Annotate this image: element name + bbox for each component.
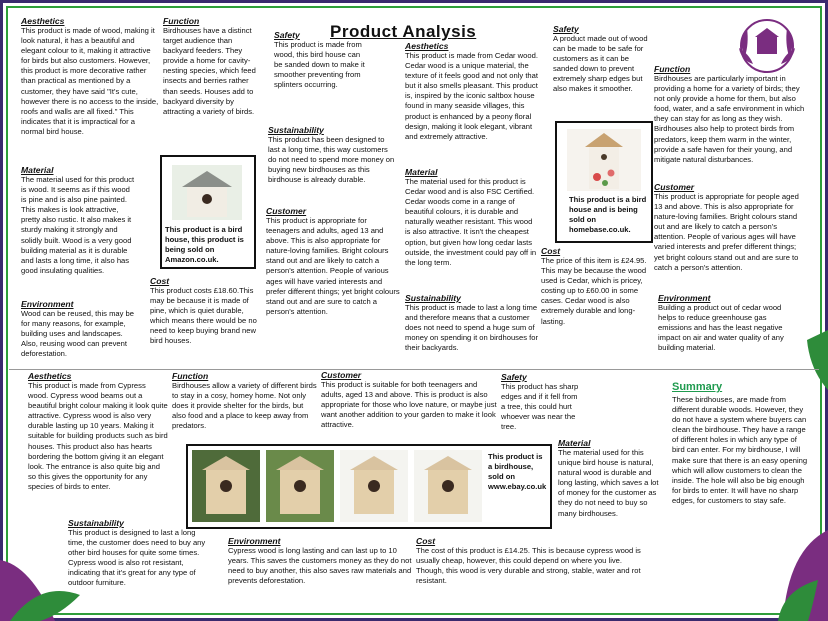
p1-cost-text: This product costs £18.60.This may be because it is made of pine, which is quiet durable, which means there would be no need to keep buying brand new bird houses. — [150, 286, 257, 346]
p3-customer-text: This product is suitable for both teenagers and adults, aged 13 and above. This is product is also appropriate for those who love nature, or maybe just want another addition to your garden to make it look attractive. — [321, 380, 497, 430]
p3-function-heading: Function — [172, 371, 209, 381]
p2-customer-heading: Customer — [654, 182, 695, 192]
p3-function — [172, 371, 318, 431]
p2-environment-heading: Environment — [658, 293, 711, 303]
p1-safety-text: This product is made from wood, this bird house can be sanded down to make it smoother preventing from splinters occurring. — [274, 40, 365, 90]
p1-function-text: Birdhouses have a distinct target audience than backyard feeders. They provide a home for cavity-nesting species, which feed insects and berries rather than seeds. Houses add to backyard diversity by attracting a variety of birds. — [163, 26, 256, 116]
p3-cost-text: The cost of this product is £14.25. This is because cypress wood is usually cheap, however, this could depend on where you live. Though, this wood is very durable and strong, stable, water and rot resistant. — [416, 546, 641, 586]
p1-environment — [21, 299, 137, 359]
summary-text — [672, 395, 810, 506]
p1-sustainability-text: This product has been designed to last a long time, this way customers do not need to spend more money on buying new birdhouses as this birdhouse is already durable. — [268, 135, 395, 185]
page-title: Product Analysis — [330, 22, 477, 41]
p1-safety — [274, 30, 366, 90]
p3-product-photo — [186, 444, 552, 529]
p2-sustainability-heading: Sustainability — [405, 293, 461, 303]
p1-sustainability-heading: Sustainability — [268, 125, 324, 135]
p2-aesthetics — [405, 41, 539, 142]
p3-material — [558, 438, 666, 519]
birdhouse-image — [567, 129, 641, 191]
birdhouse-image — [172, 165, 242, 220]
p1-aesthetics — [21, 16, 159, 137]
p3-aesthetics-heading: Aesthetics — [28, 371, 72, 381]
p3-sustainability-text: This product is designed to last a long time, the customer does need to buy any other bird houses for quite some times. Cypress wood is also rot resistant, indicating that it's great for any type of outdoor furniture. — [68, 528, 206, 588]
leaf-decoration-icon — [758, 510, 828, 621]
p3-material-heading: Material — [558, 438, 591, 448]
p3-environment — [228, 536, 416, 586]
p3-customer-heading: Customer — [321, 370, 362, 380]
p3-safety-heading: Safety — [501, 372, 527, 382]
p2-aesthetics-heading: Aesthetics — [405, 41, 449, 51]
p3-environment-heading: Environment — [228, 536, 281, 546]
p2-function-text: Birdhouses are particularly important in providing a home for a variety of birds; they not only provide a home for them, but also food, water, and a safe environment in which they can stay for as long as they wish. Birdhouses also help to protect birds from predators, keep them warm in the winter, provide a safe haven for their young, and mitigate natural disturbances. — [654, 74, 805, 164]
p1-customer — [266, 206, 400, 317]
p3-aesthetics — [28, 371, 168, 492]
p2-sustainability — [405, 293, 539, 353]
p2-product-photo — [555, 121, 653, 243]
p2-caption: This product is a bird house and is being sold on homebase.co.uk. — [569, 195, 647, 234]
p1-environment-heading: Environment — [21, 299, 74, 309]
p1-customer-text: This product is appropriate for teenagers and adults, aged 13 and above. This is also appropriate for nature-loving families. Bright colours stand out and are likely to catch a person's attention. People of various ages will have varied interests and prefer different things; yet bright colours stand out and are sure to catch a person's attention. — [266, 216, 400, 316]
p3-environment-text: Cypress wood is long lasting and can last up to 10 years. This saves the customers money as they do not need to buy another, this also saves raw materials and prevents deforestation. — [228, 546, 412, 586]
p2-cost-heading: Cost — [541, 246, 561, 256]
p1-safety-heading: Safety — [274, 30, 300, 40]
p1-sustainability — [268, 125, 396, 185]
p2-safety-text: A product made out of wood can be made to be safe for customers as it can be sanded down to prevent extremely sharp edges but also makes it smoother. — [553, 34, 648, 94]
p1-environment-text: Wood can be reused, this may be for many reasons, for example, building uses and landscapes. Also, reusing wood can prevent deforestation. — [21, 309, 134, 359]
p3-safety — [501, 372, 581, 432]
p3-sustainability — [68, 518, 214, 589]
p2-customer-text: This product is appropriate for people aged 13 and above. This is also appropriate for nature-loving families. Bright colours stand out and are likely to catch a person's attention. People of various ages will have varied interests and prefer different things; yet bright colours stand out and are sure to catch a person's attention. — [654, 192, 799, 272]
p3-cost-heading: Cost — [416, 536, 436, 546]
p2-material — [405, 167, 539, 268]
p1-aesthetics-heading: Aesthetics — [21, 16, 65, 26]
p3-customer — [321, 370, 497, 430]
p3-sustainability-heading: Sustainability — [68, 518, 124, 528]
p3-function-text: Birdhouses allow a variety of different birds to stay in a cosy, homey home. Not only does it provide shelter for the birds, but also food and a place to keep away from predators. — [172, 381, 317, 431]
summary-body: These birdhouses, are made from different durable woods. However, they do not have a system where buyers can clean the birdhouse. They have a range of different holes in which any type of bird can enter. For my birdhouse, I will make sure that there is an easy opening which will allow customers to clean the inside. The hole will also be big enough for birds to enter. It will have no sharp edges, for customers to stay safe. — [672, 395, 808, 505]
leaf-decoration-icon — [805, 330, 828, 390]
p1-customer-heading: Customer — [266, 206, 307, 216]
p1-product-photo — [160, 155, 256, 269]
summary-heading: Summary — [672, 381, 723, 393]
p2-customer — [654, 182, 806, 273]
p1-function — [163, 16, 265, 117]
p2-aesthetics-text: This product is made from Cedar wood. Cedar wood is a unique material, the texture of it feels good and not only that but it also smells pleasant. This product is, inspired by the iconic saltbox house found in many seaside villages, this product is enhanced by a peony floral design, making it look elegant, vibrant and extremely attractive. — [405, 51, 538, 141]
p3-aesthetics-text: This product is made from Cypress wood. Cypress wood beams out a beautiful bright colour making it look quite attractive. Cypress wood is also very durable lasting up 10 years. Making it suitable for building products such as bird houses. This product also has hearts bordering the bottom giving it an elegant look. The entrance is also quite big and so this gives the opportunity for any species of birds to enter. — [28, 381, 168, 491]
p3-caption: This product is a birdhouse, sold on www.ebay.co.uk — [488, 452, 547, 491]
p1-function-heading: Function — [163, 16, 200, 26]
p2-safety-heading: Safety — [553, 24, 579, 34]
p2-environment — [658, 293, 798, 353]
p1-caption: This product is a bird house, this product is being sold on Amazon.co.uk. — [165, 225, 244, 264]
p1-material-heading: Material — [21, 165, 54, 175]
p1-material — [21, 165, 137, 276]
p2-function — [654, 64, 810, 165]
p2-environment-text: Building a product out of cedar wood helps to reduce greenhouse gas emissions and has the least negative impact on air and water quality of any building material. — [658, 303, 784, 353]
p3-cost — [416, 536, 648, 586]
birdhouse-image — [192, 450, 482, 522]
p2-cost — [541, 246, 647, 327]
p3-safety-text: This product has sharp edges and if it fell from a tree, this could hurt whoever was near the tree. — [501, 382, 579, 432]
p1-cost-heading: Cost — [150, 276, 170, 286]
p2-sustainability-text: This product is made to last a long time and therefore means that a customer does not need to spend a huge sum of money on spending it on birdhouses for their backyards. — [405, 303, 538, 353]
p3-material-text: The material used for this unique bird house is natural, natural wood is durable and long lasting, which saves a lot of money for the customer as they do not need to buy so many birdhouses. — [558, 448, 659, 518]
p2-function-heading: Function — [654, 64, 691, 74]
p1-aesthetics-text: This product is made of wood, making it look natural, it has a beautiful and elegant colour to it, making it attractive for birds but also customers. However, this product is more decorative rather than practical as mentioned by a customer, they have said "It's cute, however there is no access to the inside, roofs and walls are all fixed." This indicates that it is impractical for a normal bird house. — [21, 26, 159, 136]
p1-cost — [150, 276, 262, 347]
p2-material-heading: Material — [405, 167, 438, 177]
p2-cost-text: The price of this item is £24.95. This may be because the wood used is Cedar, which is pricey, costing up to £60.00 in some cases. Cedar wood is also extremely durable and long-lasting. — [541, 256, 647, 326]
p2-material-text: The material used for this product is Cedar wood and is also FSC Certified. Cedar woods come in a range of beautiful colours, it is durable and naturally weather resistant. This wood is also attractive. It isn't the cheapest option, but given how long cedar lasts outside, the investment could pay off in the long term. — [405, 177, 537, 267]
p1-material-text: The material used for this product is wood. It seems as if this wood is pine and is also pine painted. This makes is look attractive, pretty also rustic. It also makes it sturdy making it strongly and solidly built. Wood is a very good building material as it is durable and lasts a long time, it also has good insulating qualities. — [21, 175, 135, 275]
p2-safety — [553, 24, 653, 95]
